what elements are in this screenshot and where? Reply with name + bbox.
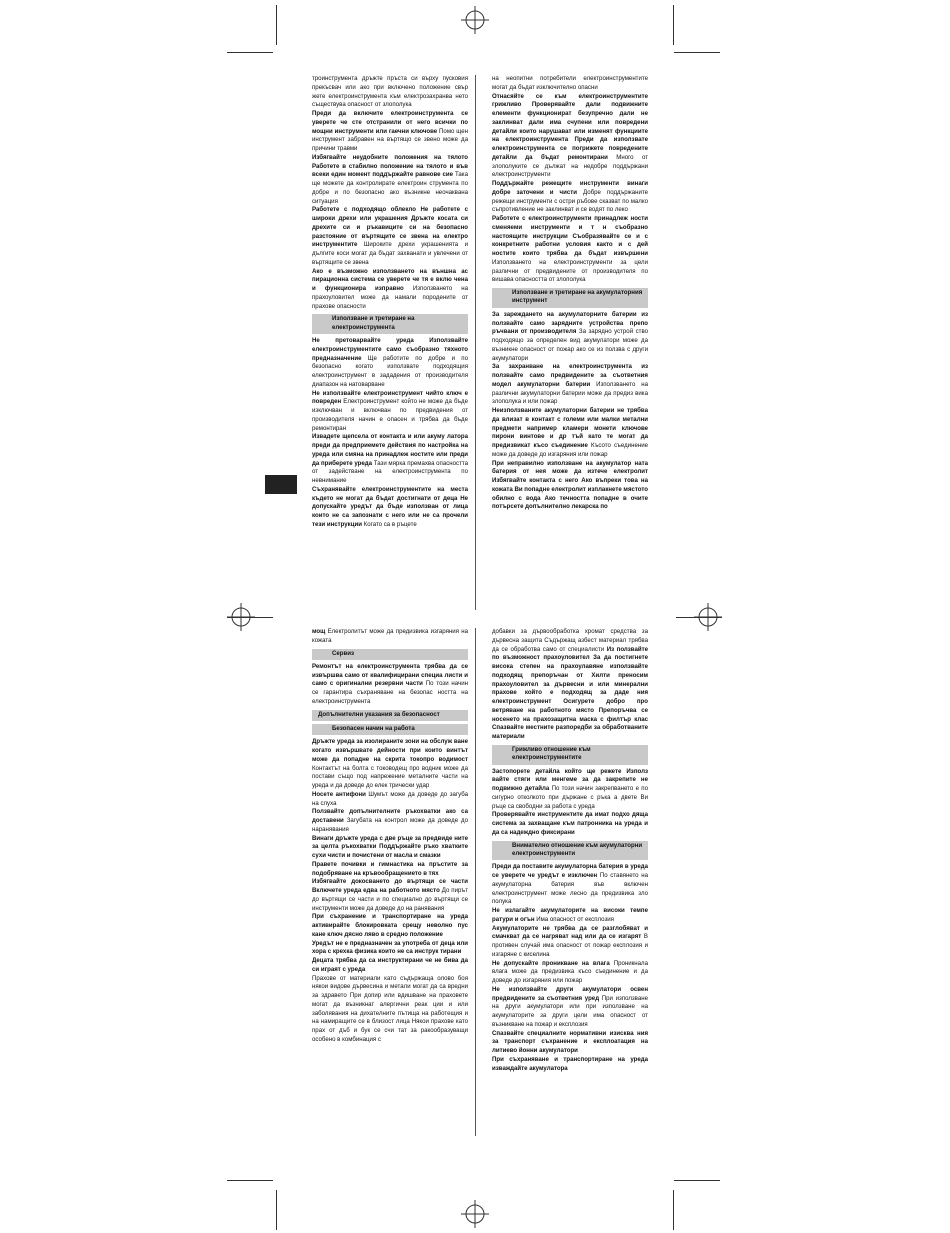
crop-mark	[227, 1180, 273, 1181]
paragraph: Ако е възможно използването на външна ас пирационна система се уверете че тя е вклю чена и функционира изправно Използването на прахоуловител може да намали породените от прахове опасности	[312, 267, 468, 310]
registration-mark-icon	[461, 1200, 489, 1228]
paragraph: Не претоварвайте уреда Използвайте електроинструментите само съобразно тяхното предназначение Ще работите по добре и по безопасно когато използвате подходящия електроинструмент в зададения от производителя диапазон на натоварване	[312, 337, 468, 388]
paragraph: Не използвайте други акумулатори освен предвидените за съответния уред При използване на други акумулатори или при използване на акумулаторите за други цели има опасност от възникване на пожар и експлозия	[492, 985, 648, 1028]
crop-mark	[673, 1190, 674, 1230]
paragraph: При съхраняване и транспортиране на уреда изваждайте акумулатора	[492, 1055, 648, 1072]
paragraph: За зареждането на акумулаторните батерии из ползвайте само зарядните устройства препо ръчвани от производителя За зарядно устрой ство подходящо за определен вид акумулатори може да възникне опасност от пожар ако се из ползва с други акумулатори	[492, 310, 648, 362]
paragraph: За захранване на електроинструмента из ползвайте само предвидените за съответния модел акумулаторни батерии Използването на различни акумулаторни батерии може да предиз вика злополука и или пожар	[492, 363, 648, 406]
section-heading-safe: Безопасен начин на работа	[312, 724, 468, 735]
paragraph: Поддържайте режещите инструменти винаги добре заточени и чисти Добре поддържаните режещи инструменти с остри ръбове сказват по малко съпротивление не заклинват и се водят по леко	[492, 180, 648, 214]
paragraph: мощ Електролитът може да предизвика изгаряния на кожата	[312, 628, 468, 644]
paragraph: Дръжте уреда за изолираните зони на обслуж ване когато извършвате дейности при които винтът може да попадне на скрита токопро водимост Контактът на болта с тоководещ про водник може да постави също под напрежение металните части на уреда и да доведе до елек трически удар	[312, 738, 468, 790]
crop-mark	[674, 1180, 720, 1181]
paragraph: Не използвайте електроинструмент чийто ключ е повреден Електроинструмент който не може да бъде изключван и включван по предвидения от производителя начин е опасен и трябва да бъде ремонтиран	[312, 389, 468, 432]
section-heading-battery: Внимателно отношение към акумулаторни електроинструменти	[492, 841, 648, 861]
page1-left-column	[312, 75, 468, 611]
page1-right-column	[492, 75, 648, 611]
paragraph: Застопорете детайла който ще режете Използ вайте стяги или менгеме за да закрепите не подвижно детайла По този начин закрепването е по сигурно отколкото при държане с ръка а двете Ви ръце са свободни за работа с уреда	[492, 767, 648, 810]
crop-mark	[227, 52, 273, 53]
section-heading-extra: Допълнителни указания за безопасност	[312, 710, 468, 721]
crop-mark	[673, 5, 674, 45]
section-heading: Използване и третиране на електроинструмента	[312, 314, 468, 334]
paragraph: Правете почивки и гимнастика на пръстите за подобряване на кръвообращението в тях	[312, 860, 468, 877]
paragraph: Преди да включите електроинструмента се уверете че сте отстранили от него всички по мощни инструменти или гаечни ключове Помо щен инструмент забравен на въртящо се звено може да причини травми	[312, 110, 468, 152]
paragraph: Работете с подходящо облекло Не работете с широки дрехи или украшения Дръжте косата си дрехите си и ръкавиците си на безопасно разстояние от въртящите се звена на електро инструментите Широките дрехи украшенията и дългите коси могат да бъдат захванати и увлечени от въртящите се звена	[312, 206, 468, 266]
paragraph: Отнасяйте се към електроинструментите грижливо Проверявайте дали подвижните елементи функционират безупречно дали не заклинват дали има счупени или повредени детайли които нарушават или изменят функциите на електроинструмента Преди да използвате електроинструмента се погрижете повредените детайли да бъдат ремонтирани Много от злополуките се дължат на недобре поддържани електроинструменти	[492, 92, 648, 179]
paragraph: Ползвайте допълнителните ръкохватки ако са доставени Загубата на контрол може да доведе до наранявания	[312, 808, 468, 833]
paragraph: Винаги дръжте уреда с две ръце за предвиде ните за целта ръкохватки Поддържайте ръко хватките сухи чисти и почистени от масла и смазки	[312, 834, 468, 860]
paragraph: Избягвайте докосването до въртящи се части Включете уреда едва на работното място До пирът до въртящи се части и по специално до въртящи се инструменти може да доведе до на ранявания	[312, 878, 468, 912]
crop-mark	[674, 52, 720, 53]
paragraph: Неизползваните акумулаторни батерии не трябва да влизат в контакт с големи или малки метални предмети например кламери монети ключове пирони винтове и др тъй като те могат да предизвикат късо съединение Късото съединение може да доведе до изгаряния или пожар	[492, 407, 648, 458]
paragraph: Не допускайте проникване на влага Проникнала влага може да предизвика късо съединение и да доведе до изгаряния или пожар	[492, 959, 648, 985]
fold-mark	[227, 617, 273, 618]
paragraph: Спазвайте специалните нормативни изисква ния за транспорт съхранение и експлоатация на литиево йонни акумулатори	[492, 1029, 648, 1055]
section-heading-service: Сервиз	[312, 649, 468, 660]
paragraph: на неопитни потребители електроинструментите могат да бъдат изключително опасни	[492, 75, 648, 91]
paragraph: Съхранявайте електроинструментите на места където не могат да бъдат достигнати от деца Не допускайте уредът да бъде използван от лица които не са запознати с него или не са прочели тези инструкции Когато са в ръцете	[312, 485, 468, 528]
paragraph: Работете с електроинструменти принадлеж ности сменяеми инструменти и т н съобразно настоящите инструкции Съобразявайте се и с конкретните работни условия както и с дей ностите които трябва да бъдат извършени Използването на електроинструменти за цели различни от предвидените от производителя по вишава опасността от злополука	[492, 215, 648, 284]
language-thumb-tab	[265, 475, 297, 494]
crop-mark	[276, 5, 277, 45]
paragraph: Не излагайте акумулаторите на високи темпе ратури и огън Има опасност от експлозия	[492, 907, 648, 923]
paragraph: Акумулаторите не трябва да се разглобяват и смачкват да се нагряват над или да се изгарят В противен случай има опасност от пожар експлозия и изгаряне с киселина	[492, 924, 648, 958]
paragraph: Проверявайте инструментите да имат подхо дяща система за захващане към патронника на уреда и да са надеждно фиксирани	[492, 811, 648, 836]
paragraph: троинструмента дръжте пръста си върху пусковия прекъсвач или ако при включено положение свър жете електроинструмента към електрозахранва нето съществува опасност от злополука	[312, 75, 468, 109]
section-heading: Използване и третиране на акумулаторния инструмент	[492, 288, 648, 308]
column-divider	[475, 628, 476, 1136]
paragraph: Праховe от материали като съдържаща олово боя някои видове дървесина и метали могат да са вредни за здравето При допир или вдишване на праховете могат да възникнат алергични реак ции и или заболявания на дихателните пътища на работещия и на намиращите се в близост лица Някои прахове като прах от дъб и бук се счи тат за ракообразуващи особено в комбинация с	[312, 974, 468, 1043]
paragraph: При неправилно използване на акумулатор ната батерия от нея може да изтече електролит Избягвайте контакта с него Ако въпреки това на кожата Ви попадне електролит изплакнете мястото обилно с вода Ако течността попадне в очите потърсете допълнително лекарска по	[492, 459, 648, 511]
paragraph: Носете антифони Шумът може да доведе до загуба на слуха	[312, 790, 468, 807]
fold-mark	[676, 617, 722, 618]
page2-left-column	[312, 628, 468, 1138]
paragraph: Децата трябва да са инструктирани че не бива да си играят с уреда	[312, 957, 468, 973]
paragraph: Ремонтът на електроинструмента трябва да се извършва само от квалифицирани специа листи и само с оригинални резервни части По този начин се гарантира съхраняване на безопас ността на електроинструмента	[312, 662, 468, 705]
paragraph: При съхранение и транспортиране на уреда активирайте блокировката срещу неволно пус кане ключ дясно ляво в средно положение	[312, 913, 468, 938]
paragraph: добавки за дървообработка хромат средства за дървесна защита Съдържащ азбест материал трябва да се обработва само от специалисти Из ползвайте по възможност прахоуловител За да постигнете висока степен на прахоулавяне използвайте подходящ препоръчан от Хилти преносим прахоуловител за дървесни и или минерални прахове който е подходящ за дадe ния електроинструмент Осигурете добро про ветряване на работното място Препоръчва се носенето на прахозащитна маска с филтър клас Спазвайте местните разпоредби за обработваните материали	[492, 628, 648, 740]
page2-right-column	[492, 628, 648, 1138]
column-divider	[475, 75, 476, 610]
paragraph: Избягвайте неудобните положения на тялото Работете в стабилно положение на тялото и във всеки един момент поддържайте равнове сие Така ще можете да контролирате електроин струмента по добре и по безопасно ако възникне неочаквана ситуация	[312, 153, 468, 205]
paragraph: Уредът не е предназначен за употреба от деца или хора с крехка физика които не са инструк тирани	[312, 939, 468, 956]
section-heading-care: Грижливо отношение към електроинструментите	[492, 745, 648, 765]
crop-mark	[276, 1190, 277, 1230]
registration-mark-icon	[461, 6, 489, 34]
paragraph: Преди да поставите акумулаторна батерия в уреда се уверете че уредът е изключен По ставянето на акумулаторна батерия във включен електроинструмент може лесно да предизвика зло полука	[492, 863, 648, 906]
paragraph: Извадете щепсела от контакта и или акуму латора преди да предприемете действия по настройка на уреда или смяна на принадлеж ностите или преди да приберете уреда Тази мярка премахва опасността от задействане на електроинструмента по невнимание	[312, 433, 468, 485]
